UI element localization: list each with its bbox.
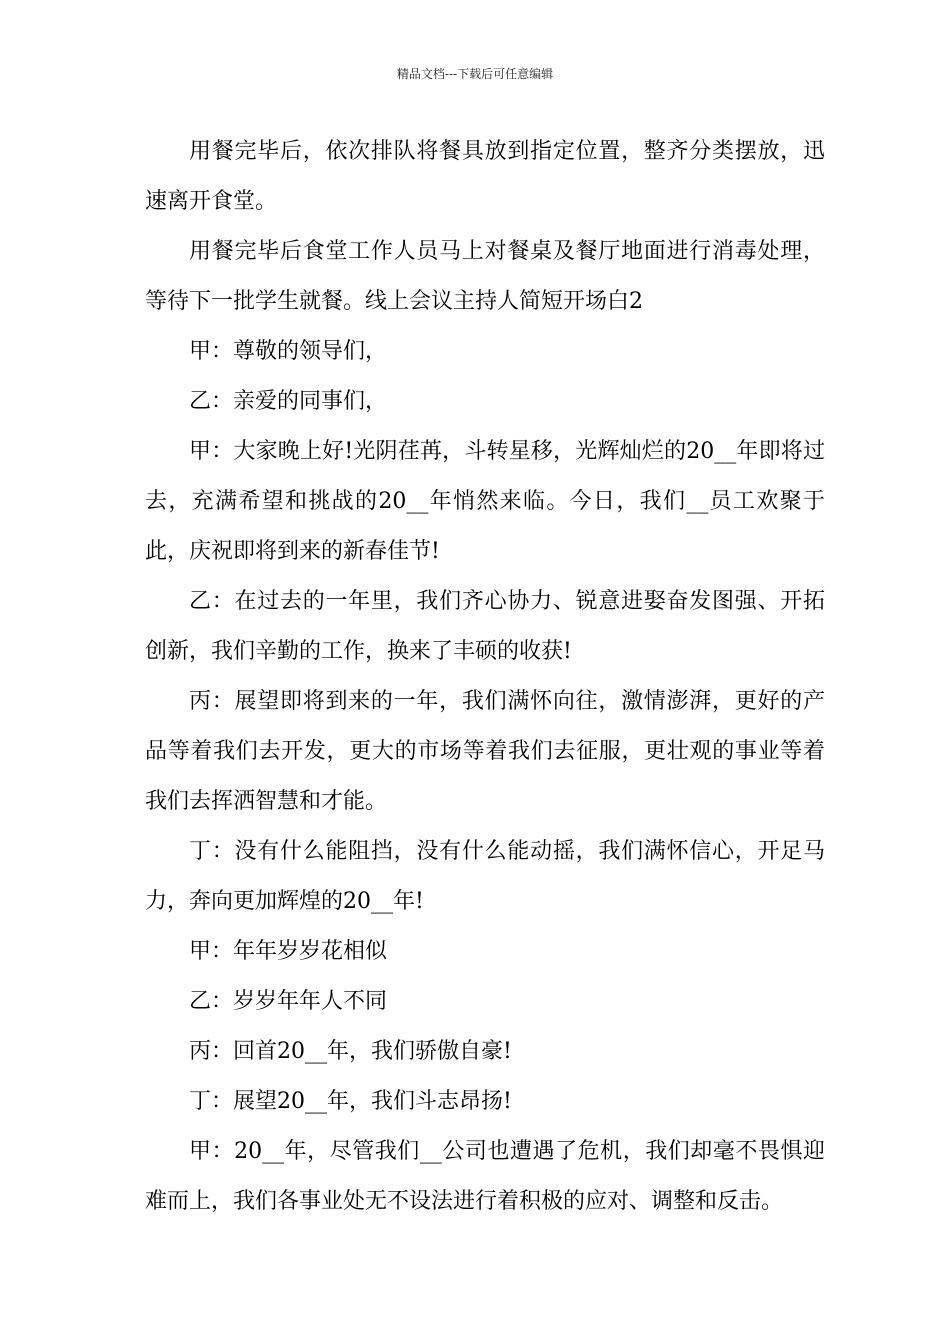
paragraph: 乙：在过去的一年里，我们齐心协力、锐意进娶奋发图强、开拓创新，我们辛勤的工作，换来了丰硕的收获! xyxy=(145,589,825,664)
paragraph: 丙：展望即将到来的一年，我们满怀向往，激情澎湃，更好的产品等着我们去开发，更大的市场等着我们去征服，更壮观的事业等着我们去挥洒智慧和才能。 xyxy=(145,689,825,814)
paragraph: 用餐完毕后，依次排队将餐具放到指定位置，整齐分类摆放，迅速离开食堂。 xyxy=(145,139,825,214)
paragraph: 用餐完毕后食堂工作人员马上对餐桌及餐厅地面进行消毒处理，等待下一批学生就餐。线上会议主持人简短开场白2 xyxy=(145,239,825,314)
paragraph: 甲：年年岁岁花相似 xyxy=(189,939,388,964)
paragraph: 丁：展望20__年，我们斗志昂扬! xyxy=(189,1089,512,1114)
paragraph: 乙：岁岁年年人不同 xyxy=(189,989,388,1014)
page-header: 精品文档---下载后可任意编辑 xyxy=(396,67,554,81)
document-body xyxy=(145,127,825,1227)
paragraph: 乙：亲爱的同事们， xyxy=(189,389,388,414)
paragraph: 丙：回首20__年，我们骄傲自豪! xyxy=(189,1039,512,1064)
paragraph: 丁：没有什么能阻挡，没有什么能动摇，我们满怀信心，开足马力，奔向更加辉煌的20__年! xyxy=(145,839,825,914)
paragraph: 甲：大家晚上好!光阴荏苒，斗转星移，光辉灿烂的20__年即将过去，充满希望和挑战的20__年悄然来临。今日，我们__员工欢聚于此，庆祝即将到来的新春佳节! xyxy=(145,439,825,564)
paragraph: 甲：20__年，尽管我们__公司也遭遇了危机，我们却毫不畏惧迎难而上，我们各事业处无不设法进行着积极的应对、调整和反击。 xyxy=(145,1139,825,1214)
paragraph: 甲：尊敬的领导们， xyxy=(189,339,388,364)
